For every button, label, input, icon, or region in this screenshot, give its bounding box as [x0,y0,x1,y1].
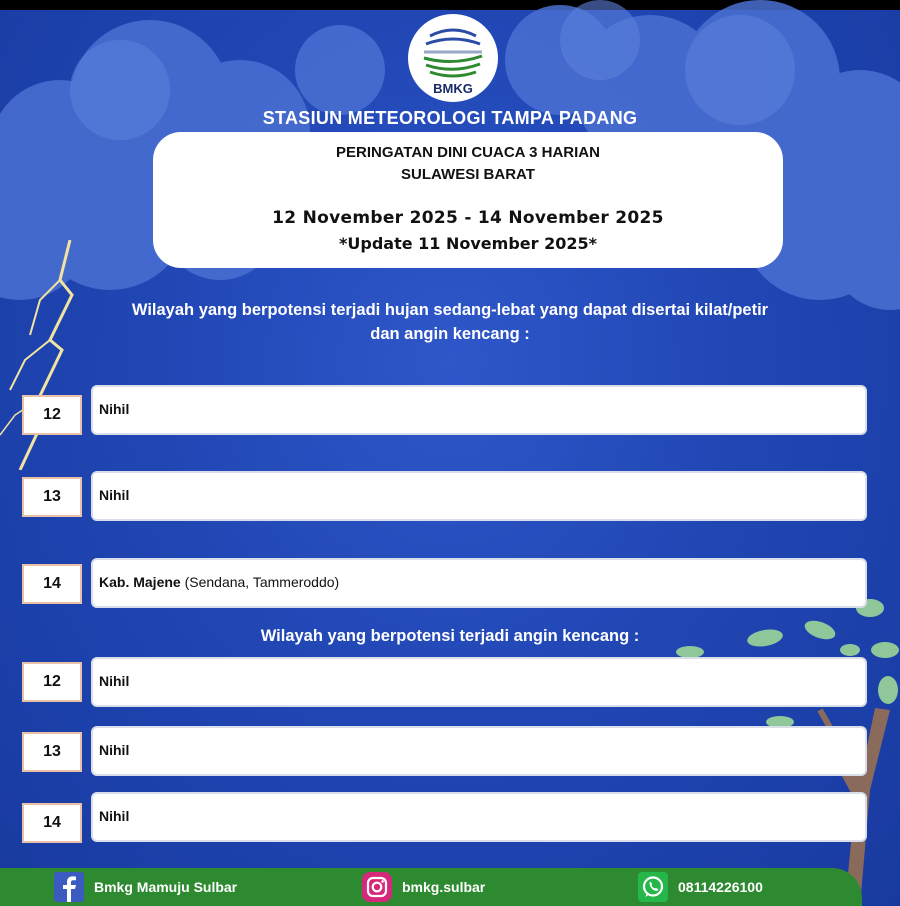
rain-day-badge: 12 [22,395,82,435]
wind-day-badge: 14 [22,803,82,843]
wind-row [91,792,867,842]
update-note: *Update 11 November 2025* [339,234,597,253]
rain-row [91,471,867,521]
station-name: STASIUN METEOROLOGI TAMPA PADANG [262,108,638,128]
whatsapp-icon [638,872,668,902]
facebook-link[interactable] [54,868,237,906]
logo-text: BMKG [433,81,473,96]
wind-row-area: Nihil [99,808,130,824]
rain-row-area: Kab. Majene [99,574,181,590]
rain-day-badge: 14 [22,564,82,604]
rain-row [91,558,867,608]
warning-title: PERINGATAN DINI CUACA 3 HARIAN [336,144,600,161]
date-range: 12 November 2025 - 14 November 2025 [272,208,664,228]
facebook-label: Bmkg Mamuju Sulbar [94,879,238,895]
whatsapp-label: 08114226100 [678,879,763,895]
rain-row-area: Nihil [99,487,130,503]
wind-row-area: Nihil [99,742,130,758]
lightning-icon [0,240,100,470]
wind-row [91,657,867,707]
rain-heading-line2: dan angin kencang : [370,325,530,343]
rain-row [91,385,867,435]
title-box [153,132,783,268]
region-title: SULAWESI BARAT [401,166,535,183]
instagram-icon [362,872,392,902]
bmkg-logo [408,14,498,102]
wind-day-badge: 13 [22,732,82,772]
wind-day-badge: 12 [22,662,82,702]
rain-day-badge: 13 [22,477,82,517]
rain-row-area: Nihil [99,401,130,417]
rain-heading-line1: Wilayah yang berpotensi terjadi hujan sedang-lebat yang dapat disertai kilat/petir [131,301,769,319]
facebook-icon [54,872,84,902]
rain-section-heading [0,298,900,346]
rain-row-detail: (Sendana, Tammeroddo) [180,574,340,590]
whatsapp-link[interactable] [638,868,763,906]
instagram-label: bmkg.sulbar [402,879,486,895]
wind-section-heading: Wilayah yang berpotensi terjadi angin kencang : [260,627,640,645]
instagram-link[interactable] [362,868,485,906]
wind-row [91,726,867,776]
wind-row-area: Nihil [99,673,130,689]
